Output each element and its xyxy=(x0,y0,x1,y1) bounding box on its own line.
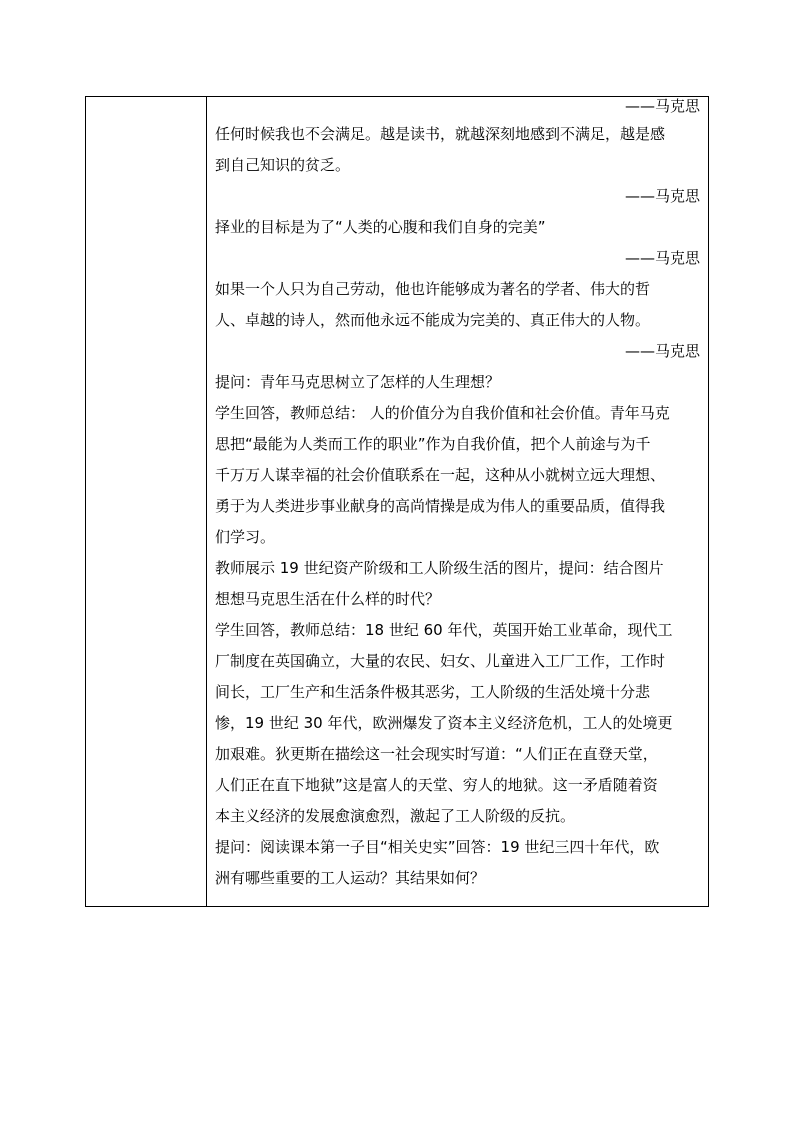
answer-line: 千万万人谋幸福的社会价值联系在一起，这种从小就树立远大理想、 xyxy=(215,466,666,484)
quote-attribution: ——马克思 xyxy=(624,249,700,267)
lesson-table xyxy=(85,96,709,907)
answer-line: 人们正在直下地狱”这是富人的天堂、穷人的地狱。这一矛盾随着资 xyxy=(215,776,658,794)
answer-line: 学生回答，教师总结： 人的价值分为自我价值和社会价值。青年马克 xyxy=(215,404,670,422)
answer-line: 加艰难。狄更斯在描绘这一社会现实时写道：“人们正在直登天堂， xyxy=(215,745,658,763)
question-line: 提问：青年马克思树立了怎样的人生理想？ xyxy=(215,373,501,391)
quote-text-line: 如果一个人只为自己劳动，他也许能够成为著名的学者、伟大的哲 xyxy=(215,280,651,298)
table-content-cell xyxy=(207,97,708,906)
quote-attribution: ——马克思 xyxy=(624,187,700,205)
answer-line: 本主义经济的发展愈演愈烈，激起了工人阶级的反抗。 xyxy=(215,807,576,825)
quote-text-line: 人、卓越的诗人，然而他永远不能成为完美的、真正伟大的人物。 xyxy=(215,311,651,329)
answer-line: 们学习。 xyxy=(215,528,276,546)
answer-line: 间长，工厂生产和生活条件极其恶劣，工人阶级的生活处境十分悲 xyxy=(215,683,651,701)
quote-text-line: 到自己知识的贫乏。 xyxy=(215,156,351,174)
answer-line: 勇于为人类进步事业献身的高尚情操是成为伟人的重要品质，值得我 xyxy=(215,497,666,515)
quote-attribution: ——马克思 xyxy=(624,97,700,115)
question-line: 提问：阅读课本第一子目“相关史实”回答：19 世纪三四十年代，欧 xyxy=(215,838,660,856)
question-line: 想想马克思生活在什么样的时代？ xyxy=(215,590,441,608)
question-line: 洲有哪些重要的工人运动？其结果如何？ xyxy=(215,869,486,887)
quote-text-line: 任何时候我也不会满足。越是读书，就越深刻地感到不满足，越是感 xyxy=(215,125,666,143)
quote-attribution: ——马克思 xyxy=(624,342,700,360)
answer-line: 厂制度在英国确立，大量的农民、妇女、儿童进入工厂工作，工作时 xyxy=(215,652,666,670)
answer-line: 学生回答，教师总结：18 世纪 60 年代，英国开始工业革命，现代工 xyxy=(215,621,673,639)
answer-line: 惨，19 世纪 30 年代，欧洲爆发了资本主义经济危机，工人的处境更 xyxy=(215,714,673,732)
table-left-cell xyxy=(86,97,207,906)
quote-text-line: 择业的目标是为了“人类的心腹和我们自身的完美” xyxy=(215,218,546,236)
answer-line: 思把“最能为人类而工作的职业”作为自我价值，把个人前途与为千 xyxy=(215,435,651,453)
question-line: 教师展示 19 世纪资产阶级和工人阶级生活的图片，提问：结合图片 xyxy=(215,559,664,577)
